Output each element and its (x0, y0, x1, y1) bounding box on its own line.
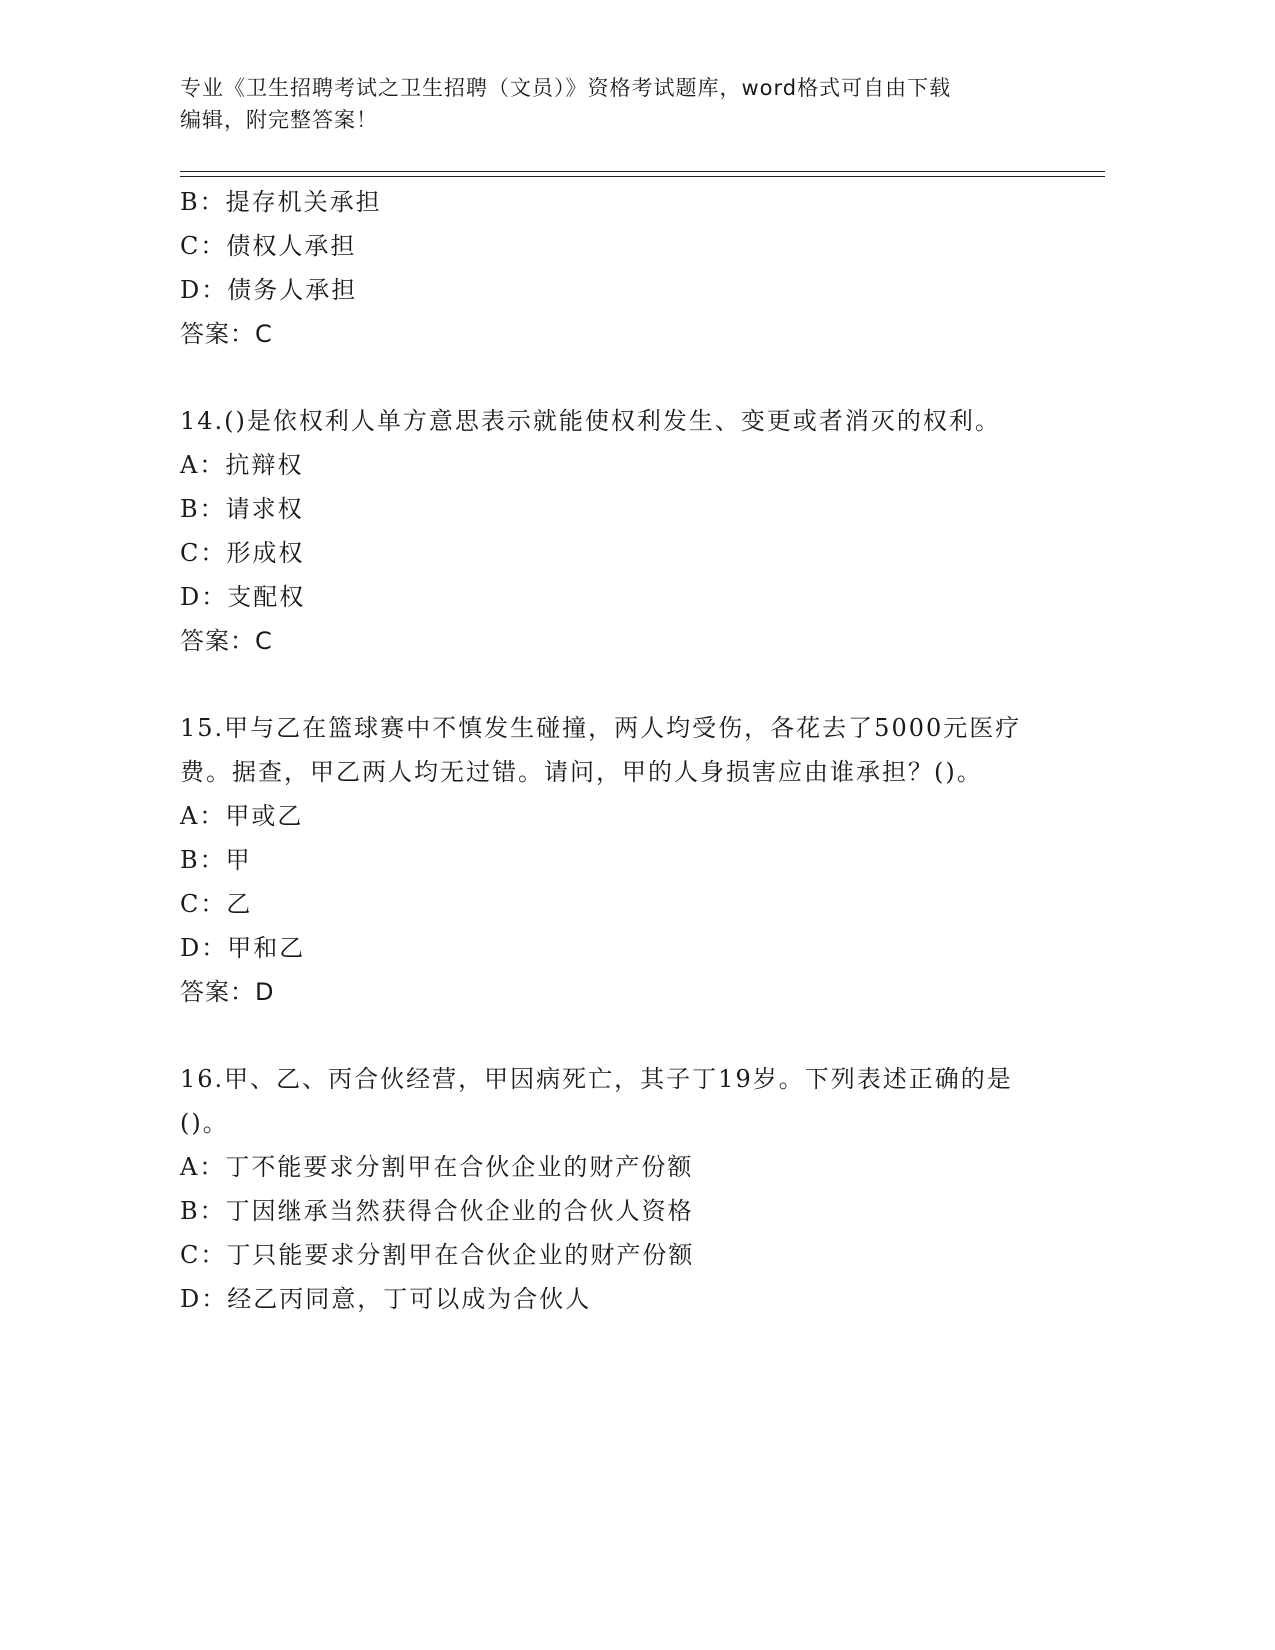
option-a (180, 794, 1080, 838)
option-text: 丁因继承当然获得合伙企业的合伙人资格 (225, 1197, 694, 1225)
option-text: 经乙丙同意，丁可以成为合伙人 (227, 1285, 592, 1313)
option-text: 支配权 (227, 583, 306, 611)
option-text: 请求权 (225, 495, 304, 523)
answer-value: D (255, 978, 275, 1006)
answer-value: C (255, 320, 273, 348)
option-letter: A： (180, 802, 226, 830)
option-b (180, 838, 1080, 882)
option-letter: B： (180, 1197, 226, 1225)
option-text: 抗辩权 (225, 451, 304, 479)
option-letter: D： (180, 276, 228, 304)
option-b (180, 1189, 1080, 1233)
answer-label: 答案： (180, 978, 255, 1006)
question-number: 14. (180, 407, 225, 435)
question-stem (180, 399, 1040, 443)
option-text: 提存机关承担 (225, 188, 382, 216)
header-divider-top (180, 171, 1105, 172)
option-letter: A： (180, 451, 226, 479)
option-d (180, 1277, 1080, 1321)
question-number: 15. (180, 714, 225, 742)
option-d (180, 926, 1080, 970)
option-c (180, 531, 1080, 575)
question-list (180, 180, 1080, 1321)
option-letter: D： (180, 934, 228, 962)
option-c (180, 1233, 1080, 1277)
option-letter: D： (180, 1285, 228, 1313)
option-c (180, 882, 1080, 926)
option-b (180, 180, 1080, 224)
header-line-1: 专业《卫生招聘考试之卫生招聘（文员）》资格考试题库，word格式可自由下载 (180, 76, 952, 100)
header-divider-bottom (180, 176, 1105, 177)
answer-line (180, 970, 1080, 1014)
option-letter: B： (180, 495, 226, 523)
option-letter: C： (180, 232, 227, 260)
option-a (180, 443, 1080, 487)
answer-label: 答案： (180, 320, 255, 348)
option-letter: C： (180, 539, 227, 567)
question-14 (180, 399, 1080, 663)
option-letter: B： (180, 846, 226, 874)
spacer (180, 1014, 1080, 1057)
question-16 (180, 1057, 1080, 1321)
option-letter: A： (180, 1153, 226, 1181)
answer-label: 答案： (180, 627, 255, 655)
option-text: 债务人承担 (227, 276, 358, 304)
option-letter: C： (180, 890, 227, 918)
option-text: 丁只能要求分割甲在合伙企业的财产份额 (226, 1241, 695, 1269)
answer-line (180, 619, 1080, 663)
answer-value: C (255, 627, 273, 655)
document-header (180, 72, 1060, 136)
option-text: 丁不能要求分割甲在合伙企业的财产份额 (225, 1153, 694, 1181)
header-line-2: 编辑，附完整答案！ (180, 108, 378, 132)
spacer (180, 663, 1080, 706)
option-a (180, 1145, 1080, 1189)
question-stem (180, 1057, 1040, 1145)
option-text: 甲或乙 (225, 802, 304, 830)
answer-line (180, 312, 1080, 356)
option-text: 乙 (226, 890, 253, 918)
option-text: 债权人承担 (226, 232, 357, 260)
spacer (180, 356, 1080, 399)
option-letter: B： (180, 188, 226, 216)
question-text: 甲与乙在篮球赛中不慎发生碰撞，两人均受伤，各花去了5000元医疗费。据查，甲乙两人均无过错。请问，甲的人身损害应由谁承担？()。 (180, 714, 1022, 786)
option-letter: D： (180, 583, 228, 611)
question-15 (180, 706, 1080, 1014)
option-text: 形成权 (226, 539, 305, 567)
question-text: 甲、乙、丙合伙经营，甲因病死亡，其子丁19岁。下列表述正确的是()。 (180, 1065, 1013, 1137)
question-text: ()是依权利人单方意思表示就能使权利发生、变更或者消灭的权利。 (224, 407, 1001, 435)
option-letter: C： (180, 1241, 227, 1269)
option-b (180, 487, 1080, 531)
option-text: 甲和乙 (227, 934, 306, 962)
question-13 (180, 180, 1080, 356)
question-stem (180, 706, 1040, 794)
question-number: 16. (180, 1065, 225, 1093)
option-d (180, 575, 1080, 619)
option-text: 甲 (225, 846, 252, 874)
option-c (180, 224, 1080, 268)
option-d (180, 268, 1080, 312)
